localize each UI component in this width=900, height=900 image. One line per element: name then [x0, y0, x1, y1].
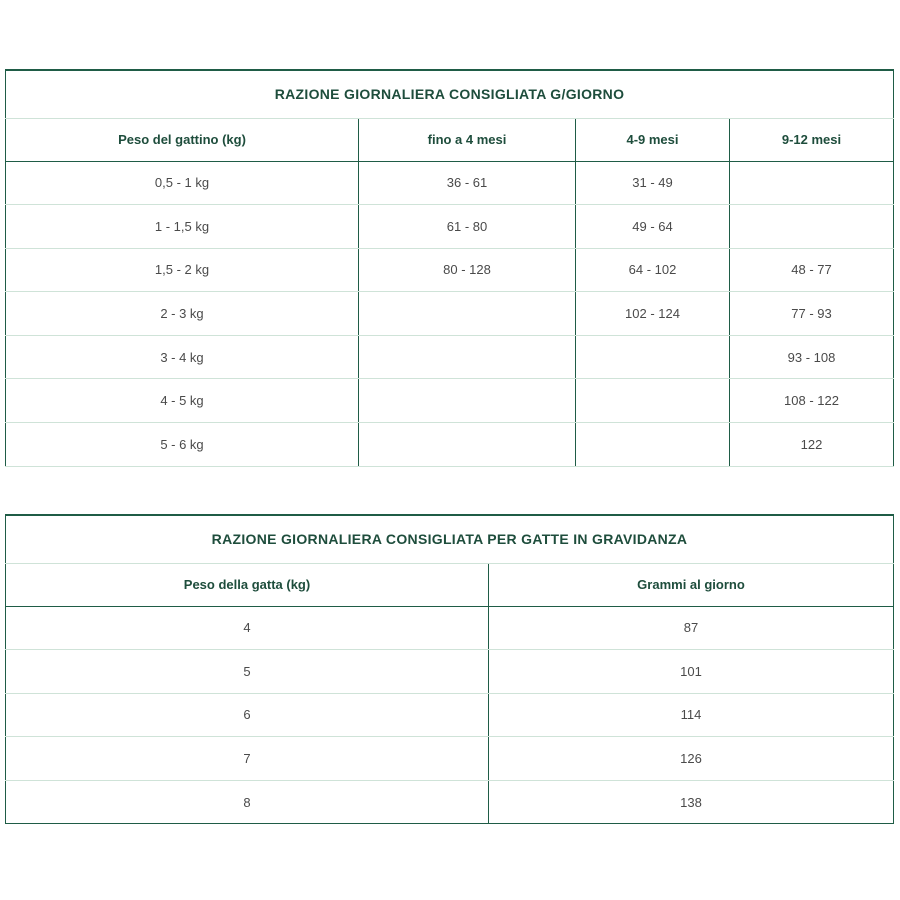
- ration-cell: [359, 379, 576, 423]
- table-row: [6, 205, 894, 249]
- table-row: [6, 335, 894, 379]
- cat-weight-cell: 8: [6, 780, 489, 824]
- ration-cell: [730, 205, 894, 249]
- cat-weight-cell: 6: [6, 693, 489, 737]
- table-row: [6, 650, 894, 694]
- ration-cell: 108 - 122: [730, 379, 894, 423]
- grams-cell: 114: [489, 693, 894, 737]
- column-header-grams-per-day: Grammi al giorno: [489, 563, 894, 606]
- table-row: [6, 693, 894, 737]
- grams-cell: 87: [489, 606, 894, 650]
- table-row: [6, 161, 894, 205]
- ration-cell: 49 - 64: [576, 205, 730, 249]
- ration-cell: 31 - 49: [576, 161, 730, 205]
- ration-cell: 64 - 102: [576, 248, 730, 292]
- ration-cell: 122: [730, 423, 894, 467]
- ration-cell: 80 - 128: [359, 248, 576, 292]
- table-row: [6, 248, 894, 292]
- table-row: [6, 379, 894, 423]
- ration-cell: 93 - 108: [730, 335, 894, 379]
- kitten-weight-cell: 4 - 5 kg: [6, 379, 359, 423]
- ration-cell: 48 - 77: [730, 248, 894, 292]
- table-row: [6, 606, 894, 650]
- ration-cell: [359, 292, 576, 336]
- pregnant-table-title: RAZIONE GIORNALIERA CONSIGLIATA PER GATTE IN GRAVIDANZA: [6, 515, 894, 563]
- column-header-4-9-months: 4-9 mesi: [576, 118, 730, 161]
- kitten-weight-cell: 5 - 6 kg: [6, 423, 359, 467]
- table-row: [6, 423, 894, 467]
- pregnant-cat-ration-table: [5, 514, 894, 824]
- grams-cell: 138: [489, 780, 894, 824]
- kitten-ration-table: [5, 69, 894, 467]
- kitten-table-title: RAZIONE GIORNALIERA CONSIGLIATA G/GIORNO: [6, 70, 894, 118]
- ration-cell: [576, 379, 730, 423]
- kitten-weight-cell: 1 - 1,5 kg: [6, 205, 359, 249]
- cat-weight-cell: 5: [6, 650, 489, 694]
- grams-cell: 126: [489, 737, 894, 781]
- column-header-up-to-4-months: fino a 4 mesi: [359, 118, 576, 161]
- kitten-weight-cell: 1,5 - 2 kg: [6, 248, 359, 292]
- ration-cell: [730, 161, 894, 205]
- ration-cell: [359, 335, 576, 379]
- table-row: [6, 737, 894, 781]
- cat-weight-cell: 4: [6, 606, 489, 650]
- kitten-weight-cell: 2 - 3 kg: [6, 292, 359, 336]
- cat-weight-cell: 7: [6, 737, 489, 781]
- ration-cell: 77 - 93: [730, 292, 894, 336]
- column-header-cat-weight: Peso della gatta (kg): [6, 563, 489, 606]
- kitten-weight-cell: 0,5 - 1 kg: [6, 161, 359, 205]
- table-row: [6, 780, 894, 824]
- column-header-kitten-weight: Peso del gattino (kg): [6, 118, 359, 161]
- ration-cell: [576, 423, 730, 467]
- kitten-weight-cell: 3 - 4 kg: [6, 335, 359, 379]
- table-row: [6, 292, 894, 336]
- ration-cell: 36 - 61: [359, 161, 576, 205]
- ration-cell: [576, 335, 730, 379]
- grams-cell: 101: [489, 650, 894, 694]
- ration-cell: 61 - 80: [359, 205, 576, 249]
- ration-cell: [359, 423, 576, 467]
- column-header-9-12-months: 9-12 mesi: [730, 118, 894, 161]
- ration-cell: 102 - 124: [576, 292, 730, 336]
